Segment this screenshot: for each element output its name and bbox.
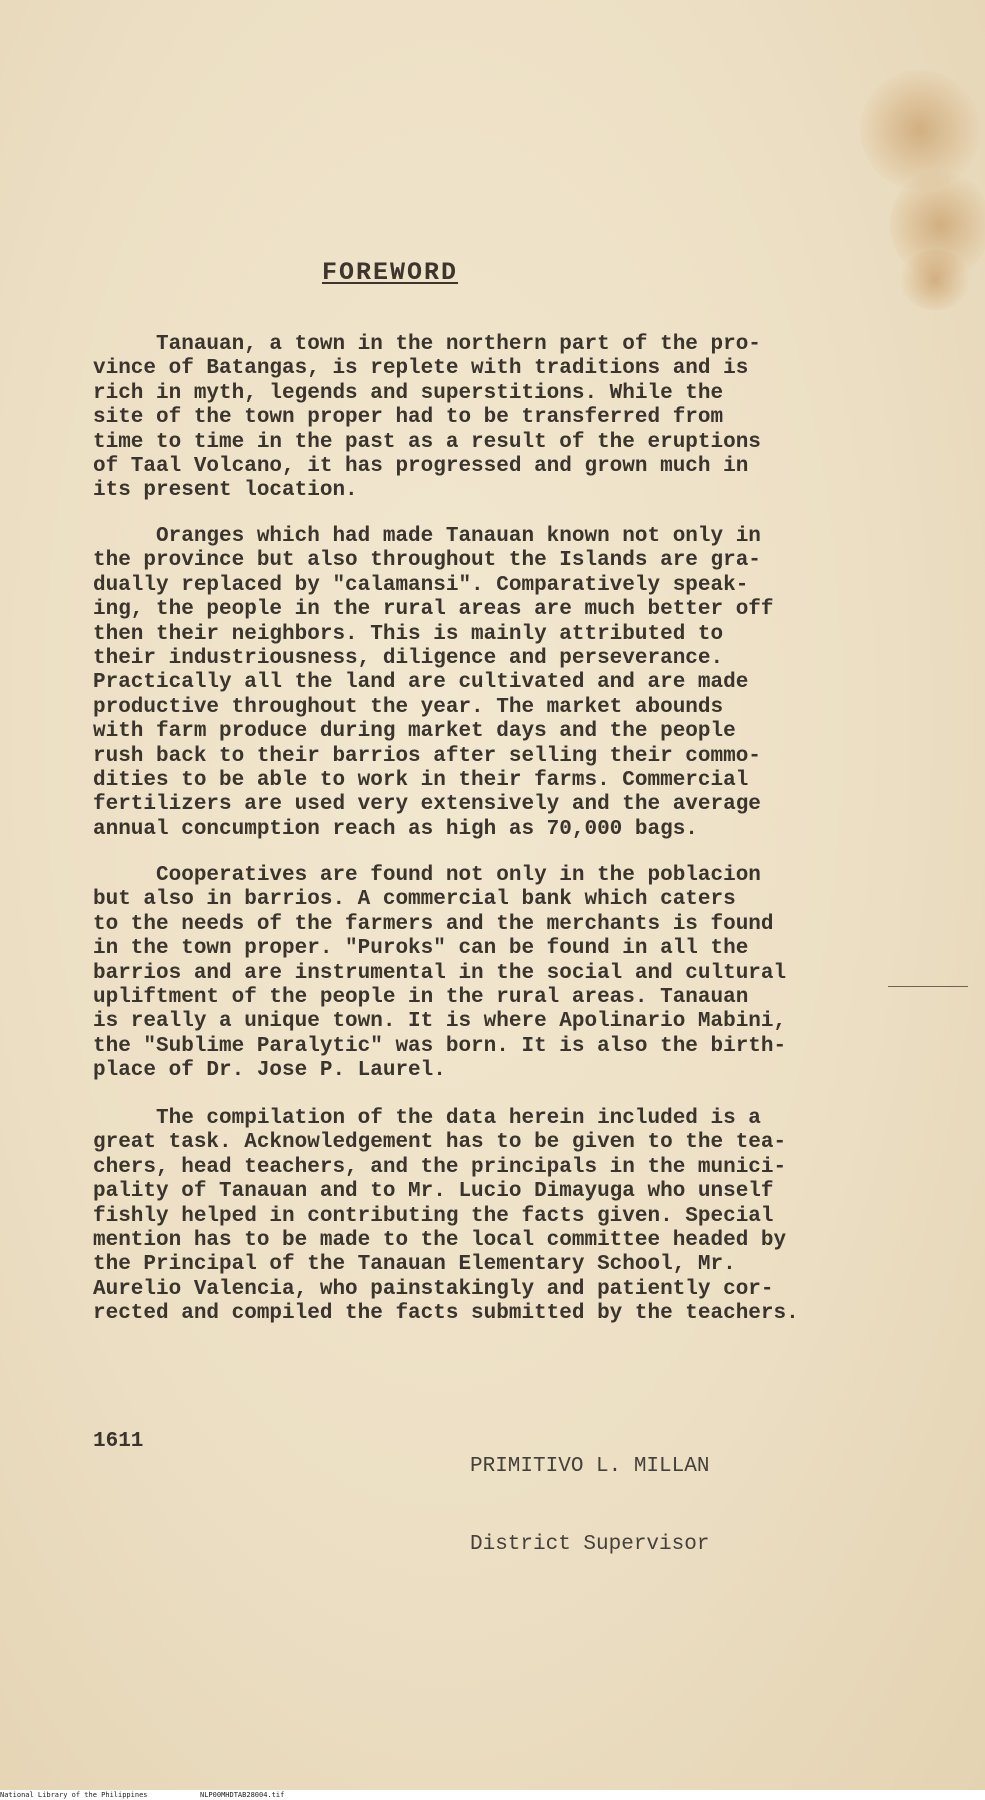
- text-line: dities to be able to work in their farms. Commercial: [93, 769, 749, 793]
- text-line: in the town proper. "Puroks" can be found in all the: [93, 937, 749, 961]
- text-line: rich in myth, legends and superstitions. While the: [93, 381, 724, 405]
- text-line: dually replaced by "calamansi". Comparatively speak-: [93, 573, 749, 597]
- text-line: site of the town proper had to be transferred from: [93, 406, 724, 430]
- text-line: Oranges which had made Tanauan known not only in: [93, 525, 761, 548]
- text-line: mention has to be made to the local committee headed by: [93, 1229, 787, 1253]
- text-line: barrios and are instrumental in the social and cultural: [93, 961, 787, 985]
- document-title: FOREWORD: [322, 258, 459, 287]
- signatory-position: District Supervisor: [470, 1533, 710, 1556]
- text-line: rush back to their barrios after selling their commo-: [93, 744, 761, 768]
- water-stain: [860, 70, 980, 190]
- text-line: great task. Acknowledgement has to be given to the tea-: [93, 1131, 787, 1155]
- text-line: its present location.: [93, 479, 358, 503]
- text-line: fishly helped in contributing the facts given. Special: [93, 1204, 774, 1228]
- text-line: ing, the people in the rural areas are much better off: [93, 598, 774, 622]
- text-line: with farm produce during market days and the people: [93, 720, 736, 744]
- scan-footer: [0, 1790, 985, 1800]
- text-line: chers, head teachers, and the principals in the munici-: [93, 1155, 787, 1179]
- footer-filename: NLP00MHDTAB28004.tif: [200, 1791, 285, 1799]
- text-line: place of Dr. Jose P. Laurel.: [93, 1059, 446, 1083]
- text-line: fertilizers are used very extensively and the average: [93, 793, 761, 817]
- text-line: Practically all the land are cultivated and are made: [93, 671, 749, 695]
- margin-pen-mark: [888, 986, 968, 987]
- text-line: to the needs of the farmers and the merchants is found: [93, 912, 774, 936]
- text-line: the province but also throughout the Islands are gra-: [93, 549, 761, 573]
- text-line: The compilation of the data herein included is a: [93, 1107, 761, 1130]
- text-line: the Principal of the Tanauan Elementary School, Mr.: [93, 1253, 736, 1277]
- page-number: 1611: [93, 1430, 144, 1453]
- paragraph-4: [93, 1107, 893, 1327]
- signature-block: [470, 1402, 709, 1610]
- text-line: productive throughout the year. The market abounds: [93, 695, 724, 719]
- paragraph-1: [93, 333, 893, 504]
- footer-library-label: National Library of the Philippines: [0, 1791, 148, 1799]
- text-line: Aurelio Valencia, who painstakingly and patiently cor-: [93, 1277, 774, 1301]
- text-line: Tanauan, a town in the northern part of the pro-: [93, 333, 761, 356]
- text-line: but also in barrios. A commercial bank which caters: [93, 888, 736, 912]
- paragraph-3: [93, 864, 893, 1084]
- text-line: of Taal Volcano, it has progressed and grown much in: [93, 455, 749, 479]
- text-line: the "Sublime Paralytic" was born. It is also the birth-: [93, 1034, 787, 1058]
- text-line: pality of Tanauan and to Mr. Lucio Dimayuga who unself: [93, 1180, 774, 1204]
- text-line: then their neighbors. This is mainly attributed to: [93, 622, 724, 646]
- paragraph-2: [93, 525, 893, 842]
- text-line: rected and compiled the facts submitted by the teachers.: [93, 1302, 799, 1326]
- text-line: their industriousness, diligence and perseverance.: [93, 647, 724, 671]
- text-line: time to time in the past as a result of the eruptions: [93, 430, 761, 454]
- text-line: upliftment of the people in the rural areas. Tanauan: [93, 986, 749, 1010]
- signatory-name: PRIMITIVO L. MILLAN: [470, 1455, 710, 1478]
- text-line: Cooperatives are found not only in the poblacion: [93, 864, 761, 887]
- text-line: vince of Batangas, is replete with traditions and is: [93, 357, 749, 381]
- water-stain: [900, 250, 970, 310]
- text-line: annual concumption reach as high as 70,000 bags.: [93, 817, 698, 841]
- text-line: is really a unique town. It is where Apolinario Mabini,: [93, 1010, 787, 1034]
